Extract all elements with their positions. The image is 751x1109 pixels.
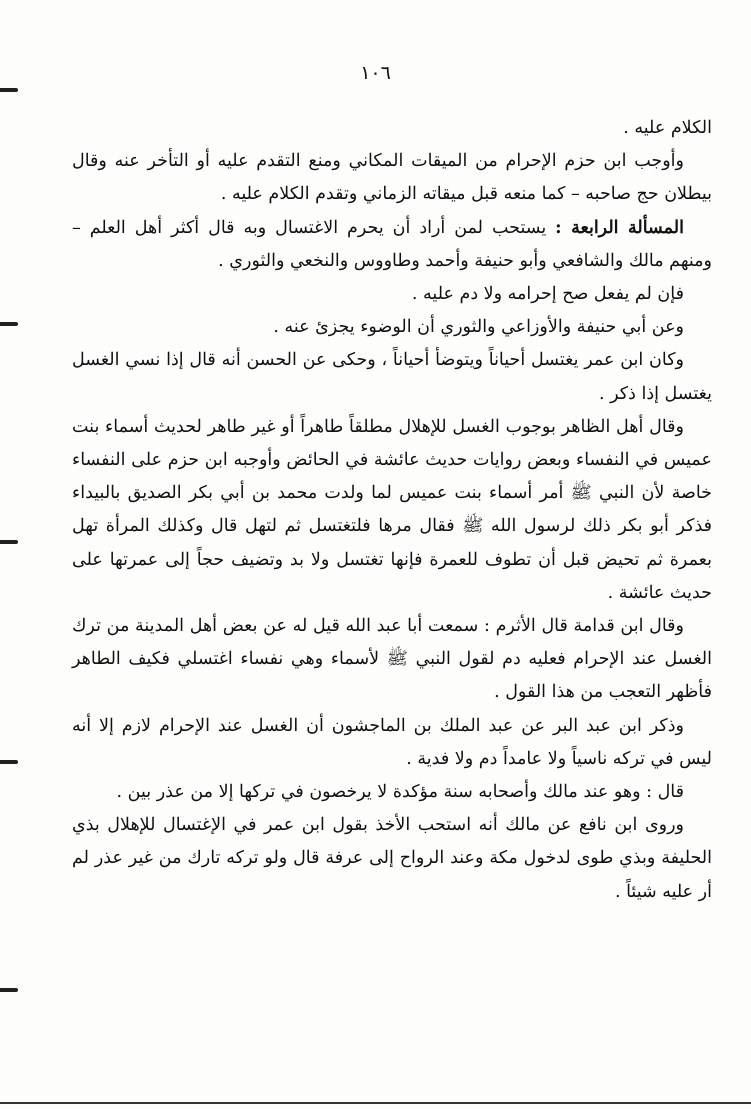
paragraph: وقال أهل الظاهر بوجوب الغسل للإهلال مطلقاً طاهراً أو غير طاهر لحديث أسماء بنت عميس في النفساء وبعض روايات حديث عائشة في الحائض وأوجبه ابن حزم على النفساء خاصة لأن النبي ﷺ أمر أسماء بنت عميس لما ولدت محمد بن أبي بكر الصديق بالبيداء فذكر أبو بكر ذلك لرسول الله ﷺ فقال مرها فلتغتسل ثم لتهل قال وكذلك المرأة تهل بعمرة ثم تحيض قبل أن تطوف للعمرة فإنها تغتسل ولا بد وتضيف حجاً إلى عمرتها على حديث عائشة .: [72, 416, 712, 603]
scan-edge-mark: [0, 760, 18, 764]
text-body: [72, 112, 712, 909]
scan-edge-mark: [0, 88, 18, 92]
paragraph: وقال ابن قدامة قال الأثرم : سمعت أبا عبد الله قيل له عن بعض أهل المدينة من ترك الغسل عند الإحرام فعليه دم لقول النبي ﷺ لأسماء وهي نفساء اغتسلي فكيف الطاهر فأظهر التعجب من هذا القول .: [72, 616, 712, 703]
paragraph: وكان ابن عمر يغتسل أحياناً ويتوضأ أحياناً ، وحكى عن الحسن أنه قال إذا نسي الغسل يغتسل إذا ذكر .: [72, 350, 712, 404]
page-number: ١٠٦: [360, 62, 391, 84]
paragraph: وروى ابن نافع عن مالك أنه استحب الأخذ بقول ابن عمر في الإغتسال للإهلال بذي الحليفة وبذي طوى لدخول مكة وعند الرواح إلى عرفة قال ولو تركه تارك من غير عذر لم أر عليه شيئاً .: [72, 815, 712, 902]
paragraph: وذكر ابن عبد البر عن عبد الملك بن الماجشون أن الغسل عند الإحرام لازم إلا أنه ليس في تركه ناسياً ولا عامداً دم ولا فدية .: [72, 715, 712, 769]
section-heading: المسألة الرابعة :: [555, 217, 684, 238]
scan-edge-mark: [0, 322, 18, 326]
paragraph: المسألة الرابعة : يستحب لمن أراد أن يحرم الاغتسال وبه قال أكثر أهل العلم – ومنهم مالك والشافعي وأبو حنيفة وأحمد وطاووس والنخعي والثوري .: [72, 217, 712, 271]
paragraph: الكلام عليه .: [623, 118, 712, 138]
paragraph: فإن لم يفعل صح إحرامه ولا دم عليه .: [411, 284, 684, 305]
scan-edge-mark: [0, 988, 18, 992]
paragraph: وعن أبي حنيفة والأوزاعي والثوري أن الوضوء يجزئ عنه .: [273, 317, 684, 338]
paragraph: وأوجب ابن حزم الإحرام من الميقات المكاني ومنع التقدم عليه أو التأخر عنه وقال بيطلان حج صاحبه – كما منعه قبل ميقاته الزماني وتقدم الكلام عليه .: [72, 151, 712, 205]
scan-edge-mark: [0, 540, 18, 544]
paragraph: قال : وهو عند مالك وأصحابه سنة مؤكدة لا يرخصون في تركها إلا من عذر بين .: [116, 782, 684, 803]
bottom-rule: [0, 1102, 751, 1104]
